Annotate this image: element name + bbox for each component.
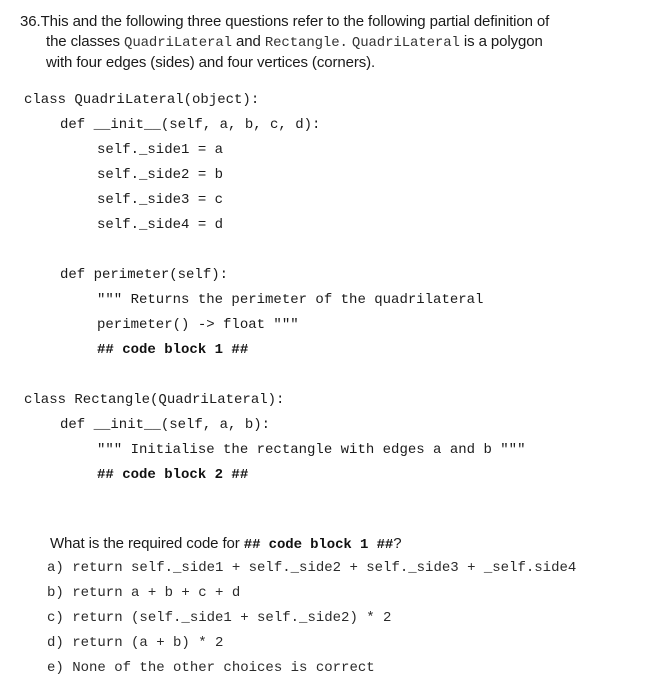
code-line: def __init__(self, a, b):: [60, 417, 271, 433]
code-line: self._side4 = d: [97, 217, 224, 233]
question-number: 36.: [20, 13, 41, 30]
answer-option-c[interactable]: c) return (self._side1 + self._side2) * 2: [47, 610, 392, 626]
code-line: class Rectangle(QuadriLateral):: [24, 392, 285, 408]
answer-option-b[interactable]: b) return a + b + c + d: [47, 585, 241, 601]
code-line: class QuadriLateral(object):: [24, 92, 260, 108]
class-name-quadrilateral: QuadriLateral: [351, 35, 460, 51]
code-line: def perimeter(self):: [60, 267, 229, 283]
code-line: self._side3 = c: [97, 192, 224, 208]
code-block-1-marker: ## code block 1 ##: [97, 342, 249, 358]
code-line: """ Initialise the rectangle with edges a and b """: [97, 442, 526, 458]
answer-option-a[interactable]: a) return self._side1 + self._side2 + self._side3 + _self.side4: [47, 560, 577, 576]
code-block-2-marker: ## code block 2 ##: [97, 467, 249, 483]
prompt-code-ref: ## code block 1 ##: [243, 537, 394, 553]
question-intro-line-3: with four edges (sides) and four vertices (corners).: [46, 54, 376, 71]
answer-option-e[interactable]: e) None of the other choices is correct: [47, 660, 375, 676]
question-prompt: What is the required code for ## code block 1 ##?: [50, 535, 402, 553]
code-line: def __init__(self, a, b, c, d):: [60, 117, 321, 133]
code-line: self._side2 = b: [97, 167, 224, 183]
code-line: perimeter() -> float """: [97, 317, 299, 333]
code-line: self._side1 = a: [97, 142, 224, 158]
code-line: """ Returns the perimeter of the quadrilateral: [97, 292, 484, 308]
question-text: [20, 12, 620, 73]
question-intro-line-2: the classes QuadriLateral and Rectangle. QuadriLateral is a polygon: [46, 33, 543, 51]
answer-option-d[interactable]: d) return (a + b) * 2: [47, 635, 224, 651]
class-name-quadrilateral: QuadriLateral: [124, 35, 232, 51]
question-intro-line-1: 36.This and the following three questions refer to the following partial definition of: [20, 13, 550, 30]
class-name-rectangle: Rectangle.: [264, 35, 348, 51]
